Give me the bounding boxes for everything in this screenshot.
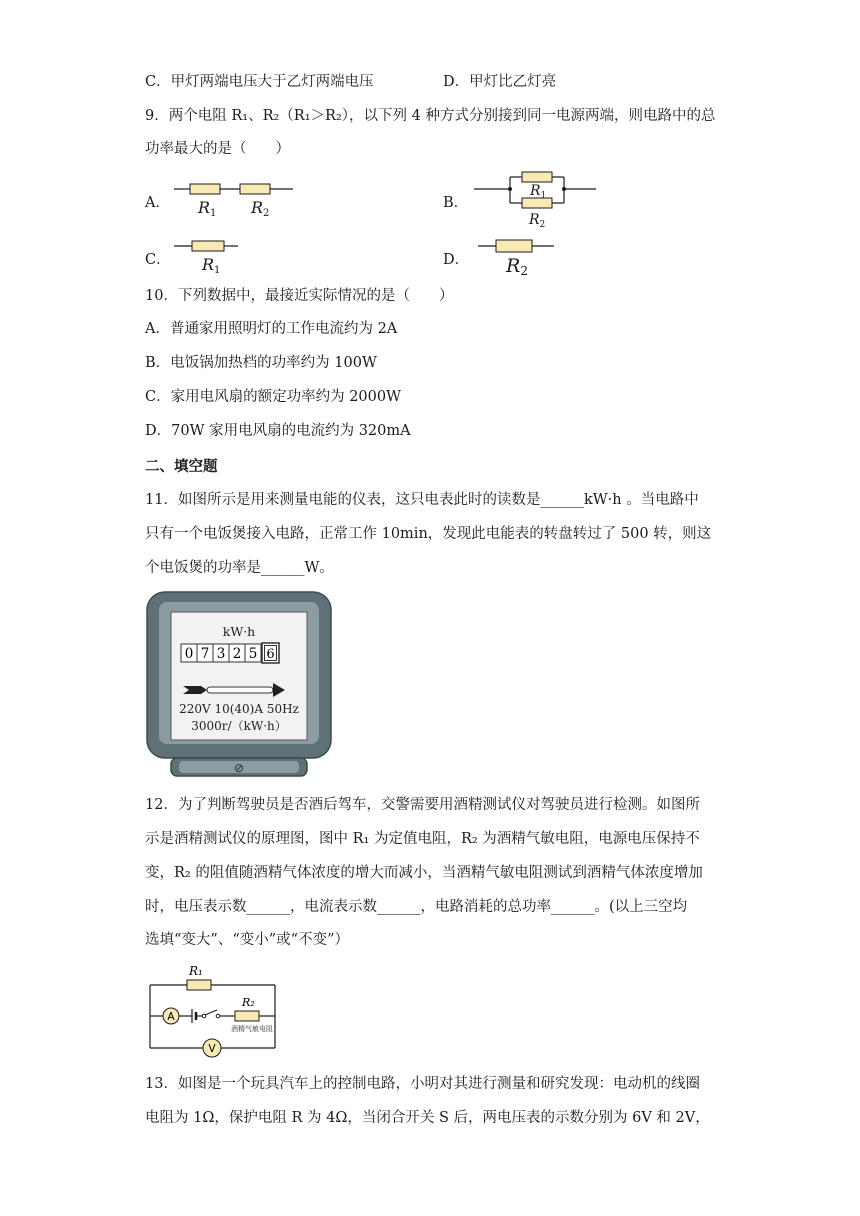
q10-option-a: A．普通家用照明灯的工作电流约为 2A — [145, 321, 398, 337]
label-r2: R2 — [506, 255, 528, 278]
meter-spec-revolutions: 3000r/（kW·h） — [191, 719, 287, 733]
q11-stem-line2: 只有一个电饭煲接入电路，正常工作 10min，发现此电能表的转盘转过了 500 转，则这 — [145, 526, 712, 542]
q9-option-b-label: B． — [443, 195, 469, 211]
electric-meter-figure — [145, 590, 335, 780]
q9-option-a-label: A． — [145, 195, 170, 211]
label-r2: $R_2$ — [529, 212, 546, 230]
q9-stem-line2: 功率最大的是（ ） — [145, 141, 290, 157]
label-r2: R₂ — [242, 996, 255, 1009]
q9-option-d-label: D． — [443, 252, 470, 268]
q13-stem-line1: 13．如图是一个玩具汽车上的控制电路，小明对其进行测量和研究发现：电动机的线圈 — [145, 1076, 700, 1092]
meter-digits — [181, 643, 279, 663]
q9-diagram-c — [172, 236, 242, 276]
q9-option-c-label: C． — [145, 252, 171, 268]
q10-option-d: D．70W 家用电风扇的电流约为 320mA — [145, 423, 411, 439]
q9-diagram-b — [472, 166, 602, 230]
resistor-r1 — [187, 980, 211, 990]
q9-stem-line1: 9．两个电阻 R₁、R₂（R₁＞R₂），以下列 4 种方式分别接到同一电源两端，则电路中的总 — [145, 108, 716, 124]
q12-stem-line5: 选填“变大”、“变小”或“不变”） — [145, 932, 349, 948]
q8-option-c: C．甲灯两端电压大于乙灯两端电压 — [145, 74, 374, 90]
q11-stem-line3: 个电饭煲的功率是______W。 — [145, 560, 334, 576]
q8-option-d: D．甲灯比乙灯亮 — [443, 74, 557, 90]
sensor-resistor-r2 — [235, 1011, 259, 1021]
meter-digit-5: 5 — [248, 646, 258, 662]
voltmeter-label: V — [208, 1043, 216, 1055]
meter-digit-1: 0 — [184, 646, 194, 662]
q10-option-c: C．家用电风扇的额定功率约为 2000W — [145, 389, 402, 405]
q12-stem-line1: 12．为了判断驾驶员是否酒后驾车，交警需要用酒精测试仪对驾驶员进行检测。如图所 — [145, 797, 700, 813]
resistor-r2 — [240, 184, 270, 194]
resistor-r1 — [190, 184, 220, 194]
q11-stem-line1: 11．如图所示是用来测量电能的仪表，这只电表此时的读数是______kW·h 。当电路中 — [145, 492, 699, 508]
meter-digit-2: 7 — [200, 646, 210, 662]
sensor-label: 酒精气敏电阻 — [231, 1025, 273, 1033]
resistor-r1 — [192, 241, 224, 251]
label-r1: R₁ — [189, 964, 203, 978]
q9-diagram-a — [170, 176, 300, 221]
q9-diagram-d — [476, 234, 566, 278]
meter-digit-3: 3 — [216, 646, 226, 662]
section-heading-fill-in: 二、填空题 — [145, 459, 218, 475]
resistor-r2 — [496, 240, 532, 252]
resistor-r1 — [522, 172, 552, 182]
q12-stem-line3: 变，R₂ 的阻值随酒精气体浓度的增大而减小，当酒精气敏电阻测试到酒精气体浓度增加 — [145, 865, 703, 881]
label-r2: R2 — [251, 198, 270, 219]
label-r1: R1 — [198, 198, 217, 219]
q12-stem-line4: 时，电压表示数______，电流表示数______，电路消耗的总功率______。(以上三空均 — [145, 899, 688, 915]
meter-digit-4: 2 — [232, 646, 242, 662]
alcohol-tester-circuit — [145, 960, 285, 1062]
meter-digit-6: 6 — [266, 647, 275, 662]
label-r1: R1 — [202, 255, 221, 276]
ammeter-label: A — [167, 1011, 175, 1023]
q10-stem: 10．下列数据中，最接近实际情况的是（ ） — [145, 288, 454, 304]
q13-stem-line2: 电阻为 1Ω，保护电阻 R 为 4Ω，当闭合开关 S 后，两电压表的示数分别为 6V 和 2V， — [145, 1110, 710, 1126]
meter-screw-icon: ⊘ — [233, 761, 245, 775]
q12-stem-line2: 示是酒精测试仪的原理图，图中 R₁ 为定值电阻，R₂ 为酒精气敏电阻，电源电压保持不 — [145, 831, 700, 847]
meter-unit: kW·h — [222, 624, 256, 639]
resistor-r2 — [522, 198, 552, 208]
label-r1: $R_1$ — [530, 183, 547, 201]
q10-option-b: B．电饭锅加热档的功率约为 100W — [145, 355, 377, 371]
meter-spec-rating: 220V 10(40)A 50Hz — [179, 702, 299, 716]
